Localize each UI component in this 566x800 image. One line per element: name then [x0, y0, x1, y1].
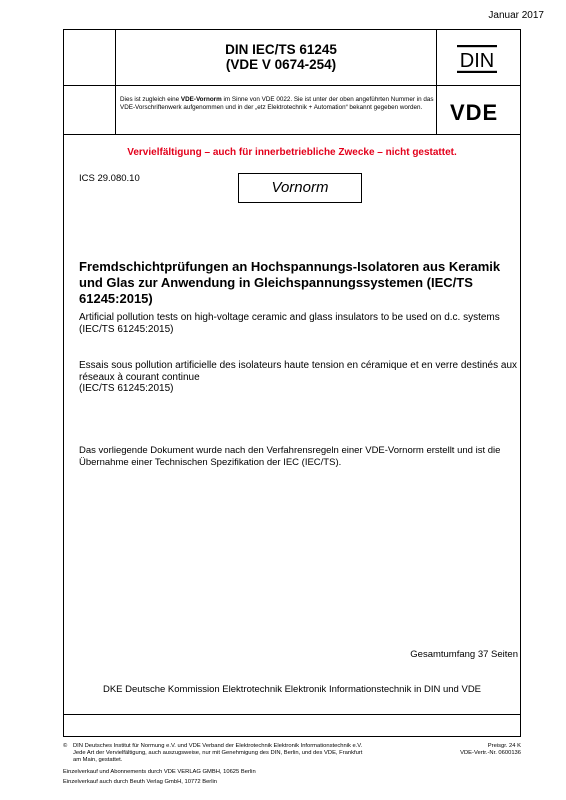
- divider: [64, 134, 520, 135]
- french-title: Essais sous pollution artificielle des isolateurs haute tension en céramique et en verre destinés aux réseaux à courant continue (IEC/TS 61245:2015): [79, 360, 518, 394]
- total-pages: Gesamtumfang 37 Seiten: [410, 649, 518, 660]
- title-page-frame: [63, 29, 521, 737]
- german-title: Fremdschichtprüfungen an Hochspannungs-Isolatoren aus Keramik und Glas zur Anwendung in Gleichspannungssystemen (IEC/TS 61245:2015): [79, 259, 501, 306]
- divider: [436, 30, 437, 134]
- divider: [64, 714, 520, 715]
- vde-note: Dies ist zugleich eine VDE-Vornorm im Sinne von VDE 0022. Sie ist unter der oben angeführten Nummer in das VDE-Vorschriftenwerk aufgenommen und in der „etz Elektrotechnik + Automation“ bekannt gegeben worden.: [120, 96, 434, 111]
- price-info: [460, 743, 521, 757]
- ics-code: ICS 29.080.10: [79, 173, 140, 184]
- vde-number: (VDE V 0674-254): [225, 57, 337, 72]
- publication-date: Januar 2017: [488, 10, 544, 21]
- sales-vde: Einzelverkauf und Abonnements durch VDE VERLAG GMBH, 10625 Berlin: [63, 769, 256, 775]
- copyright-notice: © DIN Deutsches Institut für Normung e.V. und VDE Verband der Elektrotechnik Elektronik Informationstechnik e.V. Jede Art der Vervielfältigung, auch auszugsweise, nur mit Genehmigung des DIN, Berlin, und des VDE, Frankfurt am Main, gestattet.: [63, 743, 363, 763]
- adoption-note: Das vorliegende Dokument wurde nach den Verfahrensregeln einer VDE-Vornorm erstellt und ist die Übernahme einer Technischen Spezifikation der IEC (IEC/TS).: [79, 445, 501, 468]
- document-type-box: Vornorm: [238, 173, 362, 203]
- din-logo: [456, 44, 498, 74]
- standard-number: DIN IEC/TS 61245: [225, 42, 337, 57]
- sales-beuth: Einzelverkauf auch durch Beuth Verlag GmbH, 10772 Berlin: [63, 779, 218, 785]
- reproduction-warning: Vervielfältigung – auch für innerbetriebliche Zwecke – nicht gestattet.: [127, 147, 457, 158]
- din-logo-text: DIN: [459, 50, 495, 72]
- dke-line: DKE Deutsche Kommission Elektrotechnik Elektronik Informationstechnik in DIN und VDE: [102, 684, 482, 695]
- divider: [115, 30, 116, 134]
- order-number: VDE-Vertr.-Nr. 0600136: [460, 750, 521, 756]
- vde-logo: VDE: [450, 100, 499, 125]
- price-group: Preisgr. 24 K: [487, 743, 521, 749]
- english-title: Artificial pollution tests on high-voltage ceramic and glass insulators to be used on d.c. systems (IEC/TS 61245:2015): [79, 312, 500, 335]
- divider: [64, 85, 520, 86]
- copyright-symbol: ©: [63, 743, 68, 749]
